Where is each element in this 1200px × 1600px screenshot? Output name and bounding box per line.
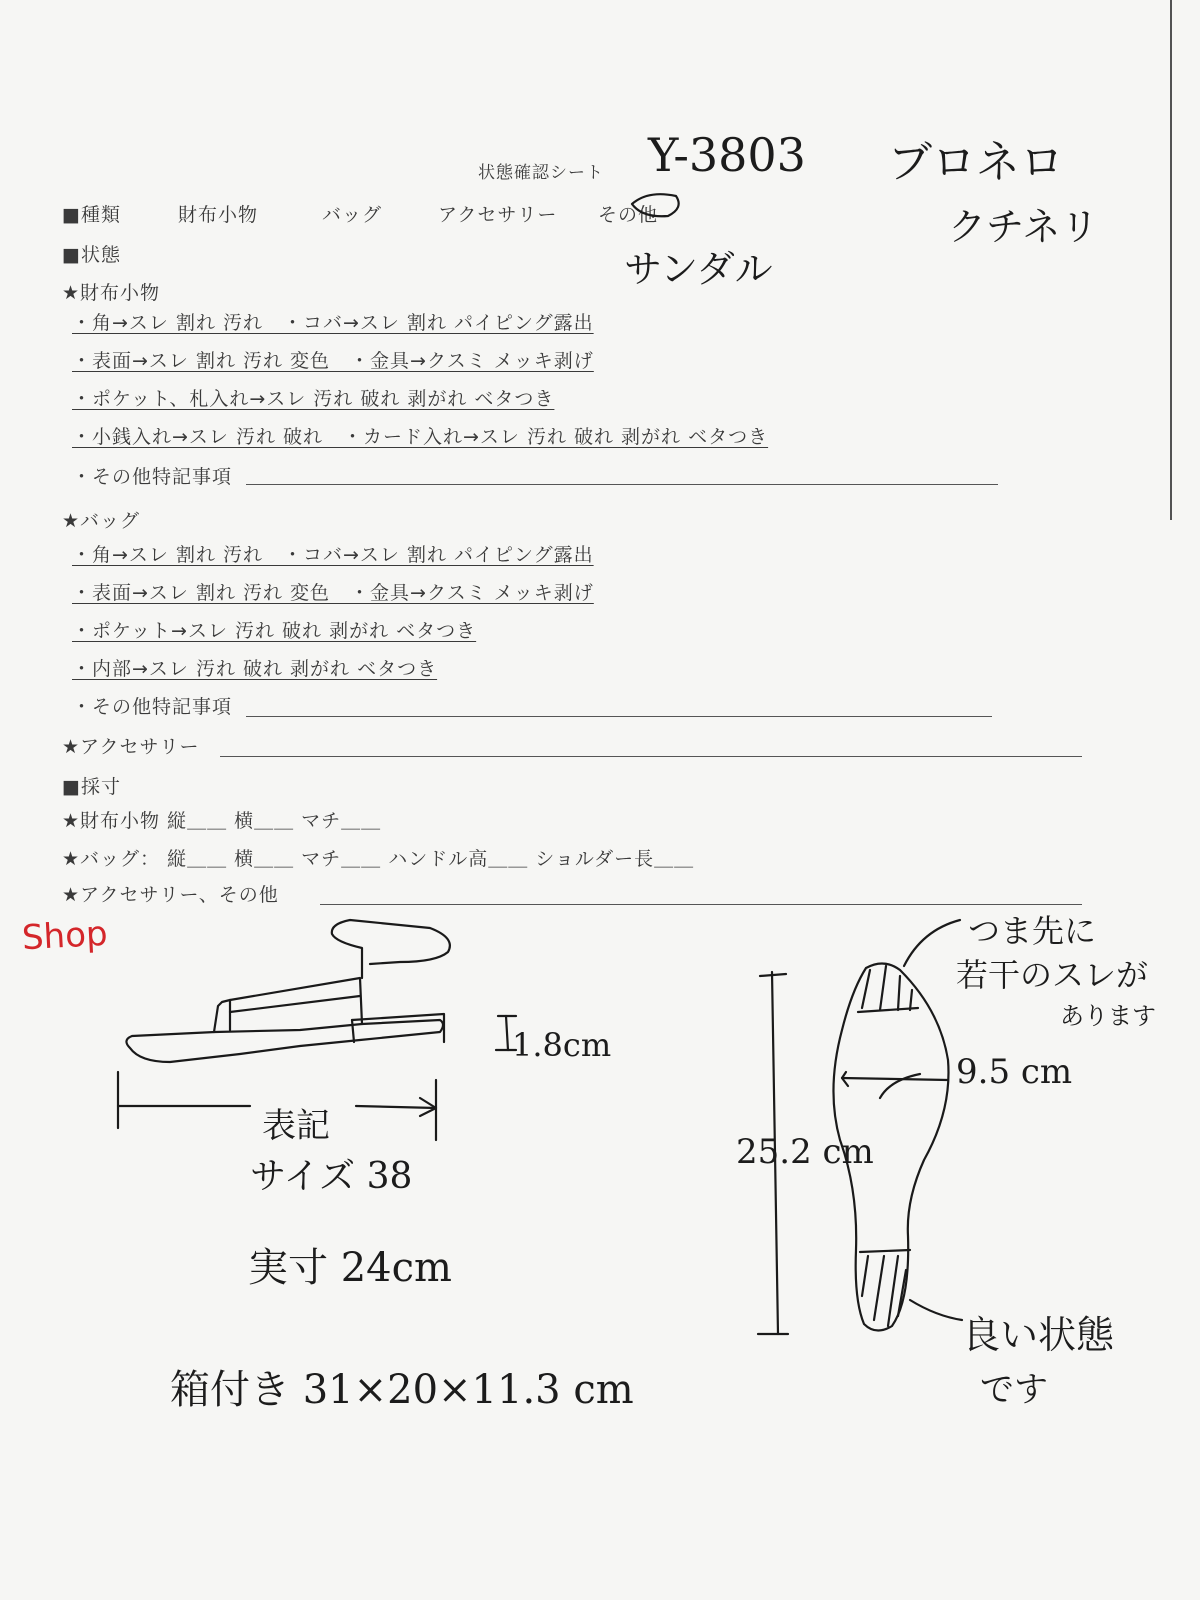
shop-stamp: Shop (21, 913, 109, 959)
toe-callout-line (904, 920, 960, 966)
length-arrow (118, 1072, 436, 1140)
size-label-line1: 表記 (262, 1106, 330, 1146)
toe-note-1: つま先に (968, 912, 1097, 950)
bag-notes-label: ・その他特記事項 (72, 696, 233, 718)
category-option-accessory: アクセサリー (438, 204, 558, 226)
accessory-heading: ★アクセサリー (62, 736, 200, 758)
measure-heading: ■採寸 (62, 776, 121, 798)
sole-sketch (833, 963, 948, 1330)
sandal-side-sketch (126, 920, 449, 1062)
product-code: Y-3803 (648, 128, 806, 182)
heel-height-marker (496, 1016, 516, 1050)
category-option-other: その他 (598, 204, 659, 226)
heel-callout-line (910, 1300, 962, 1320)
measure-other: ★アクセサリー、その他 (62, 884, 279, 906)
heel-height-value: 1.8cm (512, 1026, 612, 1064)
measure-bag: ★バッグ： 縦＿＿ 横＿＿ マチ＿＿ ハンドル高＿＿ ショルダー長＿＿ (62, 848, 695, 870)
bag-row-4: ・内部→スレ 汚れ 破れ 剥がれ ベタつき (72, 658, 438, 680)
wallet-row-1: ・角→スレ 割れ 汚れ ・コバ→スレ 割れ パイピング露出 (72, 312, 594, 334)
bag-row-1: ・角→スレ 割れ 汚れ ・コバ→スレ 割れ パイピング露出 (72, 544, 594, 566)
box-size: 箱付き 31×20×11.3 cm (170, 1367, 634, 1413)
toe-note-3: あります (1060, 1002, 1156, 1030)
sheet-title: 状態確認シート (478, 163, 604, 183)
wallet-row-4: ・小銭入れ→スレ 汚れ 破れ ・カード入れ→スレ 汚れ 破れ 剥がれ ベタつき (72, 426, 769, 448)
bag-row-3: ・ポケット→スレ 汚れ 破れ 剥がれ ベタつき (72, 620, 477, 642)
wallet-row-2: ・表面→スレ 割れ 汚れ 変色 ・金具→クスミ メッキ剥げ (72, 350, 594, 372)
size-label-line2: サイズ 38 (250, 1156, 413, 1197)
circled-option-mark (632, 194, 679, 216)
sole-width: 9.5 cm (956, 1052, 1073, 1092)
category-option-bag: バッグ (322, 204, 383, 226)
brand-name: ブロネロ (888, 137, 1064, 188)
category-label: ■種類 (62, 204, 121, 226)
item-type: サンダル (624, 247, 773, 291)
sole-length: 25.2 cm (736, 1132, 874, 1172)
bag-row-2: ・表面→スレ 割れ 汚れ 変色 ・金具→クスミ メッキ剥げ (72, 582, 594, 604)
wallet-heading: ★財布小物 (62, 282, 161, 304)
category-option-wallet: 財布小物 (178, 204, 259, 226)
actual-size: 実寸 24cm (248, 1245, 452, 1291)
heel-note-2: です (980, 1370, 1048, 1410)
condition-label: ■状態 (62, 244, 121, 266)
sole-length-arrow (758, 972, 788, 1334)
wallet-row-3: ・ポケット、札入れ→スレ 汚れ 破れ 剥がれ ベタつき (72, 388, 555, 410)
wallet-notes-label: ・その他特記事項 (72, 466, 233, 488)
material-name: クチネリ (948, 205, 1099, 249)
toe-note-2: 若干のスレが (956, 956, 1149, 994)
heel-note-1: 良い状態 (962, 1313, 1115, 1357)
measure-wallet: ★財布小物 縦＿＿ 横＿＿ マチ＿＿ (62, 810, 382, 832)
bag-heading: ★バッグ (62, 510, 141, 532)
